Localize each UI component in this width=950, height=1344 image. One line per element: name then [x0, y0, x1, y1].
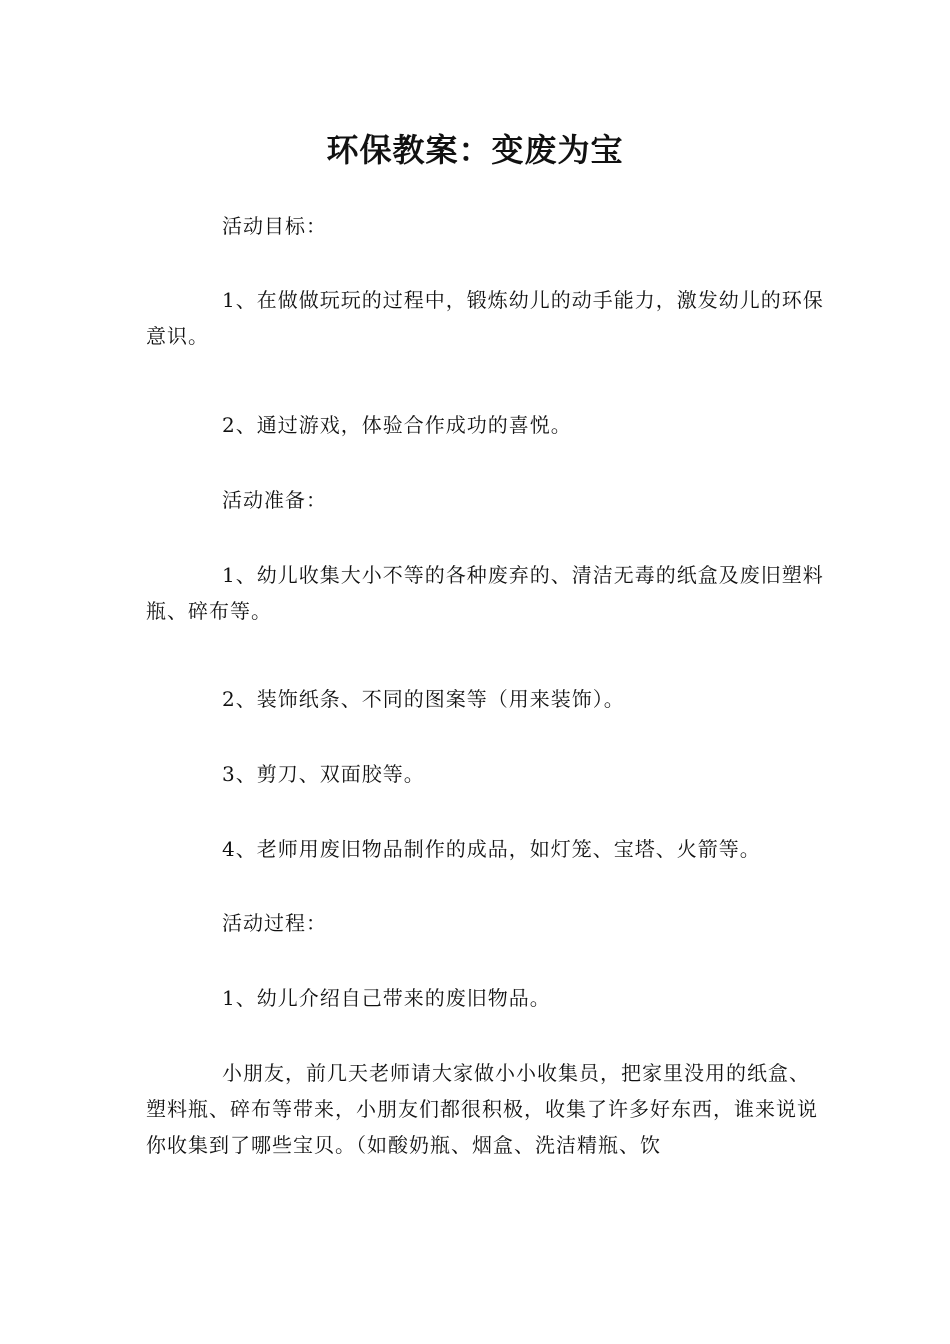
section-heading-process: 活动过程： [222, 911, 327, 935]
paragraph-goal-1: 1、在做做玩玩的过程中，锻炼幼儿的动手能力，激发幼儿的环保意识。 [146, 288, 824, 348]
section-heading-preparation: 活动准备： [222, 488, 327, 512]
paragraph-prep-4: 4、老师用废旧物品制作的成品，如灯笼、宝塔、火箭等。 [222, 837, 761, 861]
paragraph-goal-2: 2、通过游戏，体验合作成功的喜悦。 [222, 413, 572, 437]
paragraph-prep-3: 3、剪刀、双面胶等。 [222, 762, 425, 786]
section-heading-goals: 活动目标： [222, 214, 327, 238]
paragraph-prep-2: 2、装饰纸条、不同的图案等（用来装饰）。 [222, 687, 625, 711]
paragraph-prep-1: 1、幼儿收集大小不等的各种废弃的、清洁无毒的纸盒及废旧塑料瓶、碎布等。 [146, 563, 824, 623]
document-title: 环保教案：变废为宝 [326, 131, 624, 169]
paragraph-process-intro: 小朋友，前几天老师请大家做小小收集员，把家里没用的纸盒、塑料瓶、碎布等带来，小朋友们都很积极，收集了许多好东西，谁来说说你收集到了哪些宝贝。（如酸奶瓶、烟盒、洗洁精瓶、饮 [146, 1061, 818, 1157]
paragraph-process-1: 1、幼儿介绍自己带来的废旧物品。 [222, 986, 551, 1010]
